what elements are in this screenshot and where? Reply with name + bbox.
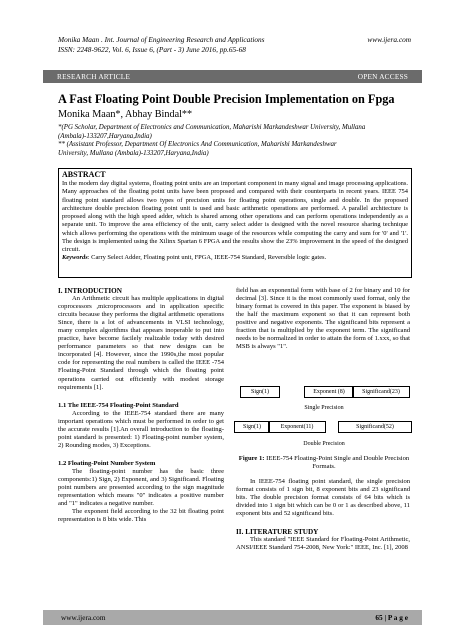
affiliation-line: (Ambala)-133207,Haryana,India) [58,132,152,140]
subsection-paragraph-1-1: According to the IEEE-754 standard there are many important operations which must be performed in order to get the accurate results [1].An overall introduction to the floating-point standard is presented: 1) Floating-point number system, 2) Rounding modes, 3) Exceptions. [58,409,224,449]
single-exponent-field: Exponent (8) [304,386,354,398]
article-banner [43,70,422,83]
journal-website[interactable]: www.ijera.com [367,35,411,44]
keywords-list: : Carry Select Adder, Floating point unit, FPGA, IEEE-754 Standard, Reversible logic gates. [87,254,327,262]
affiliation-line: ** (Assistant Professor, Department Of Electronics And Communication, Maharishi Markandeshwar [58,141,337,148]
subsection-heading-1-2: 1.2 Floating-Point Number System [58,459,156,467]
right-paragraph-1: field has an exponential form with base of 2 for binary and 10 for decimal [3]. Since it is the most commonly used format, only the binary format is covered in this paper. The exponent is biased by the half the maximum exponent so that it can represent both positive and negative exponents. The significand bits represent a fraction that is multiplied by the exponent term. The significand needs to be normalized in order to attain the form of 1.xxx, so that MSB is always "1". [236,287,410,351]
paper-authors: Monika Maan*, Abhay Bindal** [58,109,193,120]
single-sign-field: Sign(1) [240,386,280,398]
subsection-paragraph-1-2: The floating-point number has the basic three components:1) Sign, 2) Exponent, and 3) Significand. Floating point numbers are presented according to the sign magnitude representation which means "0" indicates a positive number and "1" indicates a negative number. [58,467,224,508]
subsection-heading-1-1: 1.1 The IEEE-754 Floating-Point Standard [58,401,179,409]
double-precision-label: Double Precision [303,441,345,447]
right-paragraph-2: In IEEE-754 floating point standard, the single precision format consists of 1 sign bit, 8 exponent bits and 23 significand bits. The double precision format consists of 64 bits which is divided into 1 sign bit which can be 0 or 1 as described above, 11 exponent bits and 52 significand bits. [236,478,410,518]
double-sign-field: Sign(1) [234,421,270,433]
figure-1 [234,381,414,455]
page-number: 65 | P a g e [375,613,408,622]
figure-caption-label: Figure 1: [238,455,265,462]
journal-line: Monika Maan . Int. Journal of Engineering Research and Applications [58,35,265,44]
page-footer [43,610,422,625]
abstract-body: In the modern day digital systems, floating point units are an important component in many signal and image processing applications. Many approaches of the floating point units have been proposed and compared with their counterparts in recent years. IEEE 754 floating point standard allows two types of precision units for floating point operations, single and double. In the proposed architecture double precision floating point unit is used and basic arithmetic operations are performed. A parallel architecture is proposed along with the high speed adder, which is shared among other operations and can perform operations independently as a separate unit. To improve the area efficiency of the unit, carry select adder is designed with the novel resource sharing technique which allows performing the operations with the minimum usage of the resources while computing the carry and sum for '0' and '1'. The design is implemented using the Xilinx Spartan 6 FPGA and the results show the 23% improvement in the speed of the designed circuit. [62,180,408,253]
right-column-bottom [236,478,410,552]
footer-website[interactable]: www.ijera.com [61,613,106,622]
figure-caption-text: IEEE-754 Floating-Point Single and Double Precision Formats. [264,455,410,470]
open-access-label: OPEN ACCESS [357,72,408,81]
issn-line: ISSN: 2248-9622, Vol. 6, Issue 6, (Part - 3) June 2016, pp.65-68 [58,45,246,54]
research-article-label: RESEARCH ARTICLE [57,72,131,81]
affiliation-line: *(PG Scholar, Department of Electronics and Communication, Maharishi Markandeshwar University, Mullana [58,124,366,131]
keywords-label: Keywords [62,254,88,262]
abstract-text [62,180,408,263]
literature-heading: II. LITERATURE STUDY [236,528,319,537]
figure-caption [232,455,416,471]
double-significand-field: Significand(52) [338,421,412,433]
abstract-heading: ABSTRACT [62,170,106,179]
affiliation-line: University, Mullana (Ambala)-133207,Haryana,India) [58,149,209,157]
single-precision-label: Single Precision [304,405,344,411]
right-column-top [236,287,410,351]
left-column [58,287,224,524]
intro-paragraph: An Arithmetic circuit has multiple applications in digital coprocessors ,microprocessors and in application specific circuits because they performs the digital arithmetic operations Since, there is a lot of advancements in VLSI technology, many complex algorithms that appears inoperable to put into practice, have become facilely realizable today with desired performance parameters so that new designs can be incorporated [4]. However, since the 1990s,the most popular code for representing the real numbers is called the IEEE -754 Floating-Point Standard through which the floating point operations carried out efficiently with modest storage requirements [1]. [58,295,224,391]
abstract-box [58,168,412,278]
subsection-paragraph-1-2b: The exponent field according to the 32 bit floating point representation is 8 bits wide. This [58,508,224,524]
intro-heading: I. INTRODUCTION [58,287,122,295]
literature-paragraph: This standard "IEEE Standard for Floating-Point Arithmetic, ANSI/IEEE Standard 754-2008, New York:" IEEE, Inc. [1], 2008 [236,536,410,552]
paper-title: A Fast Floating Point Double Precision Implementation on Fpga [58,92,395,106]
single-significand-field: Significand(23) [352,386,410,398]
double-exponent-field: Exponent(11) [268,421,326,433]
